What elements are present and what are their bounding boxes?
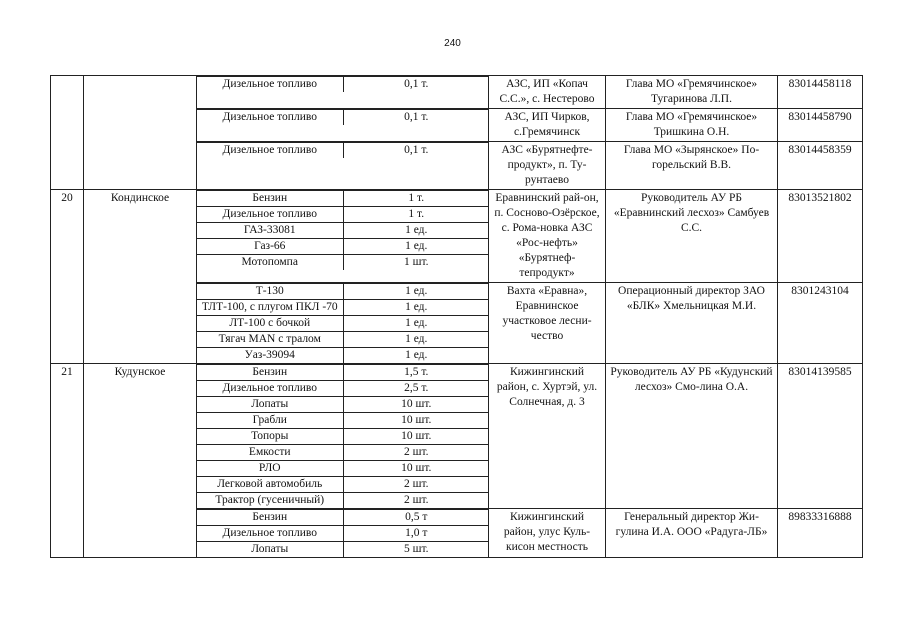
item-row — [197, 348, 489, 364]
item-quantity: 0,5 т — [343, 510, 489, 526]
contact-cell: Руководитель АУ РБ «Еравнинский лесхоз» Самбуев С.С. — [606, 190, 778, 283]
phone-cell: 83014139585 — [778, 364, 863, 509]
item-quantity: 2 шт. — [343, 445, 489, 461]
item-quantity: 0,1 т. — [343, 77, 489, 93]
item-quantity: 10 шт. — [343, 413, 489, 429]
contact-cell: Генеральный директор Жи-гулина И.А. ООО «Радуга-ЛБ» — [606, 509, 778, 558]
item-quantity: 2,5 т. — [343, 381, 489, 397]
items-subtable — [197, 142, 489, 158]
contact-cell: Операционный директор ЗАО «БЛК» Хмельницкая М.И. — [606, 283, 778, 364]
item-name: Топоры — [197, 429, 343, 445]
item-name: Лопаты — [197, 397, 343, 413]
item-quantity: 2 шт. — [343, 477, 489, 493]
item-quantity: 1,0 т — [343, 526, 489, 542]
resources-table — [50, 75, 863, 558]
item-name: Мотопомпа — [197, 255, 343, 271]
location-cell: АЗС, ИП «Копач С.С.», с. Нестерово — [489, 76, 606, 109]
location-cell: Кижингинский район, улус Куль-кисон местность — [489, 509, 606, 558]
location-cell: АЗС «Бурятнефте-продукт», п. Ту-рунтаево — [489, 142, 606, 190]
item-row — [197, 493, 489, 509]
item-name: Бензин — [197, 191, 343, 207]
table-row — [51, 76, 863, 109]
item-quantity: 1 шт. — [343, 255, 489, 271]
forestry-name: Кудунское — [84, 364, 197, 558]
item-row — [197, 191, 489, 207]
items-cell — [197, 142, 489, 190]
contact-cell: Глава МО «Гремячинское» Тришкина О.Н. — [606, 109, 778, 142]
item-name: Грабли — [197, 413, 343, 429]
item-quantity: 1,5 т. — [343, 365, 489, 381]
contact-cell: Руководитель АУ РБ «Кудунский лесхоз» Смо-лина О.А. — [606, 364, 778, 509]
phone-cell: 83013521802 — [778, 190, 863, 283]
items-cell — [197, 109, 489, 142]
item-row — [197, 526, 489, 542]
item-quantity: 2 шт. — [343, 493, 489, 509]
item-row — [197, 542, 489, 558]
row-number: 20 — [51, 190, 84, 364]
item-row — [197, 77, 489, 93]
spacer — [197, 270, 488, 280]
item-row — [197, 477, 489, 493]
items-subtable — [197, 509, 489, 557]
items-subtable — [197, 76, 489, 92]
item-row — [197, 332, 489, 348]
item-quantity: 10 шт. — [343, 397, 489, 413]
item-row — [197, 413, 489, 429]
item-name: Бензин — [197, 510, 343, 526]
item-name: Дизельное топливо — [197, 110, 343, 126]
item-quantity: 1 ед. — [343, 223, 489, 239]
item-name: Бензин — [197, 365, 343, 381]
item-name: Тягач MAN с тралом — [197, 332, 343, 348]
item-row — [197, 110, 489, 126]
row-number — [51, 76, 84, 190]
item-row — [197, 300, 489, 316]
table-row — [51, 364, 863, 509]
item-row — [197, 381, 489, 397]
item-name: Дизельное топливо — [197, 381, 343, 397]
item-name: Т-130 — [197, 284, 343, 300]
location-cell: Вахта «Еравна», Еравнинское участковое лесни-чество — [489, 283, 606, 364]
item-row — [197, 284, 489, 300]
item-quantity: 1 т. — [343, 191, 489, 207]
item-quantity: 1 ед. — [343, 316, 489, 332]
phone-cell: 83014458359 — [778, 142, 863, 190]
item-row — [197, 461, 489, 477]
item-row — [197, 255, 489, 271]
item-name: Дизельное топливо — [197, 143, 343, 159]
item-name: Емкости — [197, 445, 343, 461]
location-cell: АЗС, ИП Чирков, с.Гремячинск — [489, 109, 606, 142]
row-number: 21 — [51, 364, 84, 558]
item-quantity: 1 ед. — [343, 239, 489, 255]
items-cell — [197, 283, 489, 364]
item-quantity: 0,1 т. — [343, 110, 489, 126]
phone-cell: 83014458118 — [778, 76, 863, 109]
item-row — [197, 143, 489, 159]
item-name: Дизельное топливо — [197, 526, 343, 542]
item-quantity: 1 ед. — [343, 332, 489, 348]
items-cell — [197, 364, 489, 509]
forestry-name: Кондинское — [84, 190, 197, 364]
item-row — [197, 207, 489, 223]
item-name: ЛТ-100 с бочкой — [197, 316, 343, 332]
phone-cell: 83014458790 — [778, 109, 863, 142]
item-row — [197, 223, 489, 239]
items-subtable — [197, 283, 489, 363]
items-subtable — [197, 364, 489, 508]
item-name: Дизельное топливо — [197, 207, 343, 223]
items-cell — [197, 190, 489, 283]
item-row — [197, 445, 489, 461]
items-subtable — [197, 190, 489, 270]
page-number: 240 — [444, 38, 461, 49]
location-cell: Кижингинский район, с. Хуртэй, ул. Солнечная, д. 3 — [489, 364, 606, 509]
phone-cell: 8301243104 — [778, 283, 863, 364]
items-cell — [197, 509, 489, 558]
item-name: Газ-66 — [197, 239, 343, 255]
item-quantity: 0,1 т. — [343, 143, 489, 159]
item-name: Легковой автомобиль — [197, 477, 343, 493]
forestry-name — [84, 76, 197, 190]
item-row — [197, 316, 489, 332]
item-name: РЛО — [197, 461, 343, 477]
item-name: ГАЗ-33081 — [197, 223, 343, 239]
item-row — [197, 429, 489, 445]
contact-cell: Глава МО «Зырянское» По-горельский В.В. — [606, 142, 778, 190]
location-cell: Еравнинский рай-он, п. Сосново-Озёрское, с. Рома-новка АЗС «Рос-нефть» «Бурятнеф-тепродукт» — [489, 190, 606, 283]
item-row — [197, 510, 489, 526]
item-quantity: 5 шт. — [343, 542, 489, 558]
item-quantity: 1 ед. — [343, 284, 489, 300]
item-name: Лопаты — [197, 542, 343, 558]
table-row — [51, 190, 863, 283]
item-quantity: 1 ед. — [343, 348, 489, 364]
phone-cell: 89833316888 — [778, 509, 863, 558]
item-row — [197, 397, 489, 413]
item-row — [197, 365, 489, 381]
item-quantity: 10 шт. — [343, 461, 489, 477]
contact-cell: Глава МО «Гремячинское» Тугаринова Л.П. — [606, 76, 778, 109]
item-row — [197, 239, 489, 255]
item-name: ТЛТ-100, с плугом ПКЛ -70 — [197, 300, 343, 316]
item-quantity: 1 ед. — [343, 300, 489, 316]
item-name: Трактор (гусеничный) — [197, 493, 343, 509]
items-subtable — [197, 109, 489, 125]
items-cell — [197, 76, 489, 109]
item-name: Уаз-39094 — [197, 348, 343, 364]
item-name: Дизельное топливо — [197, 77, 343, 93]
item-quantity: 1 т. — [343, 207, 489, 223]
item-quantity: 10 шт. — [343, 429, 489, 445]
